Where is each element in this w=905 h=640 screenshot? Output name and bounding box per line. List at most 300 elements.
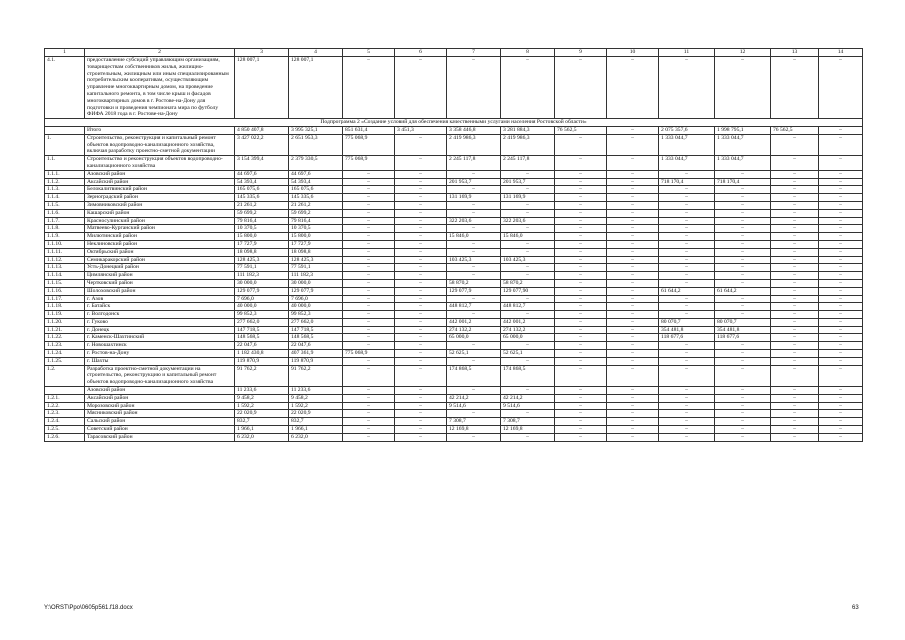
value-cell: – bbox=[659, 272, 715, 280]
value-cell: – bbox=[715, 433, 771, 441]
value-cell: – bbox=[343, 217, 395, 225]
value-cell: – bbox=[771, 326, 819, 334]
row-number-cell: 1.1.24. bbox=[45, 350, 85, 358]
value-cell: – bbox=[819, 186, 863, 194]
value-cell: – bbox=[659, 225, 715, 233]
value-cell: – bbox=[659, 433, 715, 441]
value-cell: 3 427 022,2 bbox=[235, 134, 289, 155]
value-cell: – bbox=[395, 201, 447, 209]
value-cell: 145 335,6 bbox=[289, 194, 343, 202]
value-cell: – bbox=[343, 272, 395, 280]
column-number-cell: 8 bbox=[501, 49, 555, 57]
row-name-cell: Шолоховский район bbox=[85, 287, 235, 295]
value-cell: 775 068,9 bbox=[343, 134, 395, 155]
value-cell: 354 481,8 bbox=[659, 326, 715, 334]
value-cell: – bbox=[395, 295, 447, 303]
value-cell: – bbox=[819, 209, 863, 217]
table-row bbox=[45, 287, 863, 295]
value-cell: 274 132,2 bbox=[501, 326, 555, 334]
value-cell: – bbox=[555, 233, 607, 241]
value-cell: 129 077,9 bbox=[235, 287, 289, 295]
value-cell: – bbox=[343, 295, 395, 303]
value-cell: – bbox=[555, 248, 607, 256]
value-cell: 131 169,9 bbox=[501, 194, 555, 202]
row-number-cell: 1.1.9. bbox=[45, 233, 85, 241]
value-cell: 22 047,6 bbox=[289, 342, 343, 350]
value-cell: 65 000,0 bbox=[501, 334, 555, 342]
value-cell: – bbox=[343, 433, 395, 441]
column-number-cell: 6 bbox=[395, 49, 447, 57]
value-cell: – bbox=[555, 394, 607, 402]
row-name-cell: Мясниковский район bbox=[85, 410, 235, 418]
value-cell: – bbox=[771, 156, 819, 171]
value-cell: – bbox=[715, 303, 771, 311]
value-cell: – bbox=[395, 248, 447, 256]
value-cell: – bbox=[343, 287, 395, 295]
value-cell: – bbox=[659, 311, 715, 319]
value-cell: – bbox=[819, 410, 863, 418]
value-cell: – bbox=[555, 209, 607, 217]
value-cell: 128 007,1 bbox=[235, 57, 289, 119]
row-number-cell: 1.1.4. bbox=[45, 194, 85, 202]
value-cell: – bbox=[555, 311, 607, 319]
value-cell: – bbox=[819, 426, 863, 434]
value-cell: 12 169,8 bbox=[501, 426, 555, 434]
value-cell: – bbox=[659, 418, 715, 426]
value-cell: 21 261,2 bbox=[235, 201, 289, 209]
value-cell: – bbox=[771, 342, 819, 350]
column-number-cell: 1 bbox=[45, 49, 85, 57]
row-number-cell: 1.1.2. bbox=[45, 178, 85, 186]
value-cell: – bbox=[659, 402, 715, 410]
value-cell: 2 245 117,8 bbox=[447, 156, 501, 171]
value-cell: 129 077,9 bbox=[289, 287, 343, 295]
value-cell: – bbox=[659, 387, 715, 395]
value-cell: 40 000,0 bbox=[235, 303, 289, 311]
table-row bbox=[45, 295, 863, 303]
value-cell: 22 020,9 bbox=[289, 410, 343, 418]
value-cell: – bbox=[715, 418, 771, 426]
value-cell: 22 047,6 bbox=[235, 342, 289, 350]
value-cell: – bbox=[555, 303, 607, 311]
value-cell: – bbox=[659, 365, 715, 386]
value-cell: – bbox=[501, 264, 555, 272]
table-row bbox=[45, 186, 863, 194]
value-cell: – bbox=[501, 240, 555, 248]
row-number-cell: 1.2.1. bbox=[45, 394, 85, 402]
value-cell: – bbox=[555, 334, 607, 342]
value-cell: – bbox=[715, 410, 771, 418]
row-number-cell: 1.1.16. bbox=[45, 287, 85, 295]
value-cell: – bbox=[771, 287, 819, 295]
value-cell: 7 308,7 bbox=[447, 418, 501, 426]
value-cell: – bbox=[501, 357, 555, 365]
value-cell: 30 000,0 bbox=[289, 279, 343, 287]
value-cell: – bbox=[659, 279, 715, 287]
value-cell: 80 070,7 bbox=[659, 318, 715, 326]
value-cell: – bbox=[771, 186, 819, 194]
value-cell: 18 098,8 bbox=[235, 248, 289, 256]
value-cell: 52 625,1 bbox=[501, 350, 555, 358]
value-cell: – bbox=[771, 295, 819, 303]
row-name-cell: Строительство, реконструкция и капитальный ремонт объектов водопроводно-канализационного хозяйства, включая разработку проектно-сметной документации bbox=[85, 134, 235, 155]
value-cell: – bbox=[659, 264, 715, 272]
value-cell: – bbox=[501, 57, 555, 119]
value-cell: 3 154 399,4 bbox=[235, 156, 289, 171]
value-cell: – bbox=[607, 326, 659, 334]
value-cell: – bbox=[395, 233, 447, 241]
value-cell: – bbox=[771, 418, 819, 426]
table-row bbox=[45, 217, 863, 225]
value-cell: – bbox=[447, 209, 501, 217]
value-cell: 174 868,5 bbox=[501, 365, 555, 386]
value-cell: – bbox=[715, 57, 771, 119]
value-cell: – bbox=[771, 201, 819, 209]
column-number-cell: 5 bbox=[343, 49, 395, 57]
subprogram-heading: Подпрограмма 2 «Создание условий для обеспечения качественными услугами населения Ростовской области» bbox=[45, 119, 863, 127]
table-row bbox=[45, 410, 863, 418]
value-cell: – bbox=[343, 334, 395, 342]
value-cell: – bbox=[715, 240, 771, 248]
value-cell: 1 998 795,1 bbox=[715, 126, 771, 134]
value-cell: – bbox=[607, 394, 659, 402]
value-cell: – bbox=[607, 225, 659, 233]
value-cell: – bbox=[501, 186, 555, 194]
value-cell: 6 232,0 bbox=[235, 433, 289, 441]
file-path-footer: Y:\ORST\Ppo\0605p561.f18.docx bbox=[44, 605, 133, 611]
row-number-cell: 1.1.13. bbox=[45, 264, 85, 272]
value-cell: 442 001,2 bbox=[447, 318, 501, 326]
value-cell: – bbox=[715, 365, 771, 386]
value-cell: – bbox=[819, 350, 863, 358]
value-cell: – bbox=[715, 225, 771, 233]
value-cell: – bbox=[607, 248, 659, 256]
value-cell: – bbox=[607, 156, 659, 171]
row-name-cell: предоставление субсидий управляющим организациям, товариществам собственников жилья, жилищно-строительным, жилищным или иным специализированным потребительским кооперативам, осуществляющим управление многоквартирным домом, на проведение капитального ремонта, в том числе крыш и фасадов многоквартирных домов в г. Ростове-на-Дону для подготовки и проведения чемпионата мира по футболу ФИФА 2018 года в г. Ростове-на-Дону bbox=[85, 57, 235, 119]
value-cell: – bbox=[715, 209, 771, 217]
value-cell: – bbox=[715, 194, 771, 202]
value-cell: – bbox=[395, 426, 447, 434]
row-name-cell: г. Батайск bbox=[85, 303, 235, 311]
value-cell: – bbox=[771, 334, 819, 342]
value-cell: – bbox=[447, 357, 501, 365]
value-cell: 111 182,3 bbox=[289, 272, 343, 280]
value-cell: 30 000,0 bbox=[235, 279, 289, 287]
value-cell: – bbox=[607, 272, 659, 280]
row-name-cell: г. Волгодонск bbox=[85, 311, 235, 319]
value-cell: – bbox=[555, 326, 607, 334]
column-number-cell: 7 bbox=[447, 49, 501, 57]
row-name-cell: Разработка проектно-сметной документации на строительство, реконструкцию и капитальный ремонт объектов водопроводно-канализационного хозяйства bbox=[85, 365, 235, 386]
value-cell: – bbox=[447, 57, 501, 119]
value-cell: – bbox=[395, 178, 447, 186]
value-cell: 15 800,0 bbox=[235, 233, 289, 241]
value-cell: 4 850 407,8 bbox=[235, 126, 289, 134]
value-cell: – bbox=[555, 318, 607, 326]
value-cell: – bbox=[607, 387, 659, 395]
value-cell: – bbox=[771, 272, 819, 280]
table-row bbox=[45, 326, 863, 334]
value-cell: – bbox=[607, 303, 659, 311]
row-name-cell: Красносулинский район bbox=[85, 217, 235, 225]
table-row bbox=[45, 225, 863, 233]
value-cell: – bbox=[395, 350, 447, 358]
value-cell: 1 592,2 bbox=[289, 402, 343, 410]
value-cell: 59 699,2 bbox=[235, 209, 289, 217]
value-cell: – bbox=[771, 134, 819, 155]
value-cell: – bbox=[343, 426, 395, 434]
value-cell: – bbox=[555, 225, 607, 233]
value-cell: – bbox=[555, 240, 607, 248]
value-cell: – bbox=[715, 387, 771, 395]
value-cell: – bbox=[343, 209, 395, 217]
row-number-cell: 4.1. bbox=[45, 57, 85, 119]
value-cell: 7 696,0 bbox=[235, 295, 289, 303]
table-row bbox=[45, 194, 863, 202]
value-cell: 61 644,2 bbox=[659, 287, 715, 295]
value-cell: 118 677,6 bbox=[659, 334, 715, 342]
value-cell: – bbox=[819, 311, 863, 319]
value-cell: – bbox=[819, 287, 863, 295]
value-cell: – bbox=[395, 287, 447, 295]
table-row bbox=[45, 387, 863, 395]
row-number-cell: 1. bbox=[45, 134, 85, 155]
row-name-cell: Белокалитвинский район bbox=[85, 186, 235, 194]
value-cell: – bbox=[555, 170, 607, 178]
value-cell: 1 966,1 bbox=[235, 426, 289, 434]
table-row bbox=[45, 433, 863, 441]
value-cell: 322 203,6 bbox=[447, 217, 501, 225]
value-cell: – bbox=[819, 334, 863, 342]
value-cell: – bbox=[771, 170, 819, 178]
table-row bbox=[45, 256, 863, 264]
value-cell: – bbox=[447, 225, 501, 233]
value-cell: 11 233,6 bbox=[235, 387, 289, 395]
value-cell: 3 451,3 bbox=[395, 126, 447, 134]
value-cell: – bbox=[715, 394, 771, 402]
row-number-cell: 1.1.12. bbox=[45, 256, 85, 264]
table-row bbox=[45, 201, 863, 209]
value-cell: – bbox=[555, 217, 607, 225]
value-cell: – bbox=[555, 256, 607, 264]
value-cell: 91 762,2 bbox=[289, 365, 343, 386]
subprogram-heading-row bbox=[45, 119, 863, 127]
value-cell: – bbox=[715, 170, 771, 178]
value-cell: – bbox=[395, 394, 447, 402]
value-cell: – bbox=[501, 209, 555, 217]
value-cell: 407 361,9 bbox=[289, 350, 343, 358]
value-cell: – bbox=[819, 357, 863, 365]
value-cell: – bbox=[819, 365, 863, 386]
value-cell: 42 214,2 bbox=[447, 394, 501, 402]
row-number-cell: 1.1.10. bbox=[45, 240, 85, 248]
value-cell: – bbox=[819, 178, 863, 186]
row-name-cell: Зерноградский район bbox=[85, 194, 235, 202]
value-cell: – bbox=[501, 170, 555, 178]
value-cell: – bbox=[343, 248, 395, 256]
value-cell: – bbox=[659, 170, 715, 178]
value-cell: – bbox=[555, 295, 607, 303]
value-cell: 65 000,0 bbox=[447, 334, 501, 342]
value-cell: – bbox=[447, 248, 501, 256]
value-cell: – bbox=[819, 225, 863, 233]
table-row bbox=[45, 233, 863, 241]
value-cell: 128 425,3 bbox=[289, 256, 343, 264]
value-cell: – bbox=[771, 357, 819, 365]
value-cell: – bbox=[607, 194, 659, 202]
value-cell: – bbox=[771, 233, 819, 241]
value-cell: 9 458,2 bbox=[235, 394, 289, 402]
value-cell: – bbox=[395, 418, 447, 426]
row-name-cell: г. Гуково bbox=[85, 318, 235, 326]
value-cell: – bbox=[395, 217, 447, 225]
column-number-cell: 12 bbox=[715, 49, 771, 57]
value-cell: – bbox=[607, 287, 659, 295]
value-cell: – bbox=[395, 240, 447, 248]
row-name-cell: Тарасовский район bbox=[85, 433, 235, 441]
value-cell: – bbox=[343, 394, 395, 402]
value-cell: – bbox=[771, 178, 819, 186]
value-cell: 54 393,4 bbox=[289, 178, 343, 186]
value-cell: – bbox=[607, 433, 659, 441]
value-cell: – bbox=[607, 402, 659, 410]
value-cell: 3 281 884,3 bbox=[501, 126, 555, 134]
value-cell: – bbox=[771, 256, 819, 264]
value-cell: – bbox=[819, 342, 863, 350]
row-number-cell: 1.1.7. bbox=[45, 217, 85, 225]
row-name-cell: г. Каменск-Шахтинский bbox=[85, 334, 235, 342]
value-cell: 2 245 117,8 bbox=[501, 156, 555, 171]
value-cell: – bbox=[771, 225, 819, 233]
value-cell: 128 007,1 bbox=[289, 57, 343, 119]
value-cell: 201 953,7 bbox=[447, 178, 501, 186]
value-cell: 15 800,0 bbox=[289, 233, 343, 241]
value-cell: – bbox=[715, 402, 771, 410]
table-row bbox=[45, 342, 863, 350]
value-cell: – bbox=[447, 342, 501, 350]
value-cell: – bbox=[343, 387, 395, 395]
value-cell: – bbox=[447, 387, 501, 395]
row-name-cell: г. Донецк bbox=[85, 326, 235, 334]
value-cell: 58 870,2 bbox=[447, 279, 501, 287]
table-row bbox=[45, 357, 863, 365]
row-number-cell: 1.1.14. bbox=[45, 272, 85, 280]
value-cell: – bbox=[715, 256, 771, 264]
value-cell: – bbox=[715, 357, 771, 365]
value-cell: – bbox=[819, 387, 863, 395]
value-cell: – bbox=[659, 303, 715, 311]
value-cell: 9 458,2 bbox=[289, 394, 343, 402]
value-cell: – bbox=[819, 303, 863, 311]
row-number-cell: 1.1.17. bbox=[45, 295, 85, 303]
value-cell: – bbox=[715, 233, 771, 241]
value-cell: 76 562,5 bbox=[555, 126, 607, 134]
value-cell: – bbox=[659, 201, 715, 209]
value-cell: – bbox=[395, 311, 447, 319]
value-cell: – bbox=[447, 295, 501, 303]
value-cell: 9 514,6 bbox=[447, 402, 501, 410]
value-cell: – bbox=[501, 311, 555, 319]
value-cell: – bbox=[395, 387, 447, 395]
value-cell: – bbox=[607, 217, 659, 225]
row-number-cell: 1.1.21. bbox=[45, 326, 85, 334]
value-cell: – bbox=[343, 256, 395, 264]
table-row bbox=[45, 365, 863, 386]
value-cell: 99 852,3 bbox=[235, 311, 289, 319]
value-cell: – bbox=[715, 350, 771, 358]
table-row bbox=[45, 318, 863, 326]
value-cell: 129 077,9 bbox=[447, 287, 501, 295]
value-cell: – bbox=[659, 240, 715, 248]
value-cell: – bbox=[501, 295, 555, 303]
value-cell: – bbox=[771, 318, 819, 326]
value-cell: – bbox=[819, 394, 863, 402]
value-cell: – bbox=[343, 279, 395, 287]
row-name-cell: Неклиновский район bbox=[85, 240, 235, 248]
value-cell: 59 699,2 bbox=[289, 209, 343, 217]
value-cell: 832,7 bbox=[235, 418, 289, 426]
value-cell: 40 000,0 bbox=[289, 303, 343, 311]
value-cell: – bbox=[447, 201, 501, 209]
value-cell: 1 333 044,7 bbox=[659, 134, 715, 155]
value-cell: – bbox=[819, 256, 863, 264]
value-cell: – bbox=[343, 194, 395, 202]
column-number-row bbox=[45, 49, 863, 57]
value-cell: – bbox=[395, 402, 447, 410]
value-cell: – bbox=[819, 57, 863, 119]
value-cell: 7 696,0 bbox=[289, 295, 343, 303]
value-cell: – bbox=[343, 326, 395, 334]
value-cell: 12 169,8 bbox=[447, 426, 501, 434]
row-number-cell: 1.1.11. bbox=[45, 248, 85, 256]
value-cell: 718 170,4 bbox=[659, 178, 715, 186]
value-cell: – bbox=[819, 240, 863, 248]
value-cell: – bbox=[771, 365, 819, 386]
value-cell: – bbox=[607, 57, 659, 119]
row-name-cell: Усть-Донецкий район bbox=[85, 264, 235, 272]
row-number-cell: 1.2.3. bbox=[45, 410, 85, 418]
value-cell: – bbox=[343, 57, 395, 119]
value-cell: 148 568,5 bbox=[289, 334, 343, 342]
value-cell: – bbox=[819, 418, 863, 426]
value-cell: – bbox=[607, 126, 659, 134]
value-cell: 58 870,2 bbox=[501, 279, 555, 287]
column-number-cell: 2 bbox=[85, 49, 235, 57]
value-cell: – bbox=[715, 311, 771, 319]
row-name-cell: г. Новошахтинск bbox=[85, 342, 235, 350]
value-cell: 2 075 357,6 bbox=[659, 126, 715, 134]
value-cell: – bbox=[819, 134, 863, 155]
value-cell: 22 020,9 bbox=[235, 410, 289, 418]
value-cell: – bbox=[447, 264, 501, 272]
value-cell: – bbox=[555, 342, 607, 350]
value-cell: – bbox=[771, 303, 819, 311]
value-cell: – bbox=[819, 264, 863, 272]
table-row bbox=[45, 334, 863, 342]
value-cell: – bbox=[395, 334, 447, 342]
value-cell: 145 335,6 bbox=[235, 194, 289, 202]
value-cell: – bbox=[819, 156, 863, 171]
value-cell: – bbox=[501, 225, 555, 233]
value-cell: 277 662,0 bbox=[235, 318, 289, 326]
value-cell: – bbox=[555, 194, 607, 202]
value-cell: – bbox=[607, 334, 659, 342]
value-cell: 354 481,8 bbox=[715, 326, 771, 334]
value-cell: 147 718,5 bbox=[235, 326, 289, 334]
value-cell: – bbox=[343, 410, 395, 418]
value-cell: – bbox=[555, 264, 607, 272]
row-number-cell: 1.1.15. bbox=[45, 279, 85, 287]
